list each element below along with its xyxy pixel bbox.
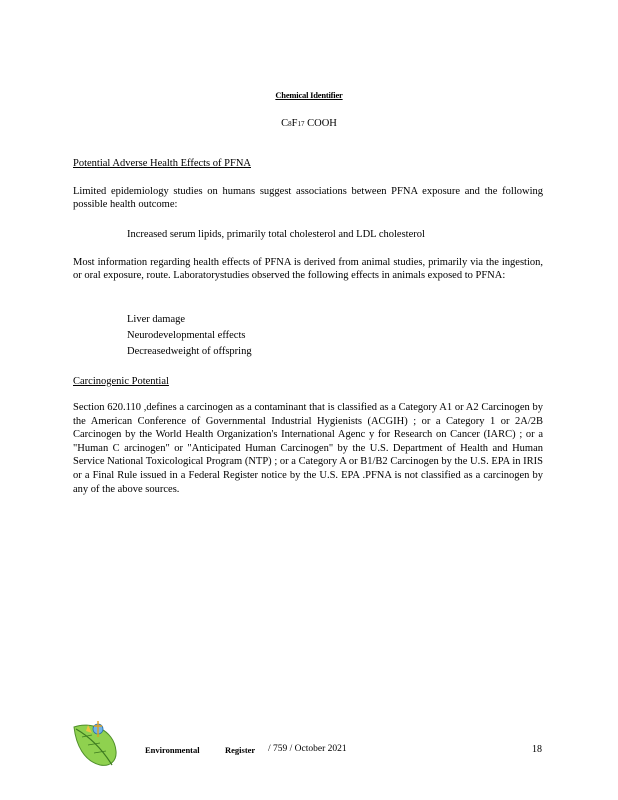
section-heading-carcinogenic: Carcinogenic Potential xyxy=(73,376,169,387)
journal-leaf-logo xyxy=(70,717,122,769)
chemical-formula: C8F17 COOH xyxy=(281,118,337,129)
carcinogenic-body: Section 620.110 ,defines a carcinogen as a contaminant that is classified as a Category A1 or A2 Carcinogen by the American Conference of Governmental Industrial Hygienists (ACGIH) ; or a Category 1 or 2A/2B Carcinogen by the World Health Organization's International Agenc y for Research on Cancer (IARC) ; or a "Human C arcinogen" or "Anticipated Human Carcinogen" by the U.S. Department of Health and Human Service National Toxicological Program (NTP) ; or a Category A or B1/B2 Carcinogen by the U.S. EPA in IRIS or a Final Rule issued in a Federal Register notice by the U.S. EPA .PFNA is not classified as a carcinogen by any of the above sources. xyxy=(73,402,543,495)
human-bullet-item: Increased serum lipids, primarily total cholesterol and LDL cholesterol xyxy=(95,228,425,241)
bullet-square-icon xyxy=(95,345,127,358)
health-effects-intro: Limited epidemiology studies on humans suggest associations between PFNA exposure and the following possible health outcome: xyxy=(73,186,543,211)
animal-bullet-item: Neurodevelopmental effects xyxy=(95,329,245,342)
footer-issue-date: / 759 / October 2021 xyxy=(268,744,347,754)
animal-bullet-item: Decreasedweight of offspring xyxy=(95,345,252,358)
chemical-identifier-label: Chemical Identifier xyxy=(275,90,343,100)
footer-journal-word1: Environmental xyxy=(145,745,200,755)
animal-studies-intro: Most information regarding health effects of PFNA is derived from animal studies, primarily via the ingestion, or oral exposure, route. Laboratorystudies observed the following effects in animals exposed to PFNA: xyxy=(73,257,543,282)
bullet-square-icon xyxy=(95,313,127,326)
bullet-square-icon xyxy=(95,329,127,342)
bullet-square-icon xyxy=(95,228,127,241)
footer-journal-word2: Register xyxy=(225,745,256,755)
section-heading-health-effects: Potential Adverse Health Effects of PFNA xyxy=(73,158,251,169)
animal-bullet-item: Liver damage xyxy=(95,313,185,326)
page-number: 18 xyxy=(532,744,542,755)
